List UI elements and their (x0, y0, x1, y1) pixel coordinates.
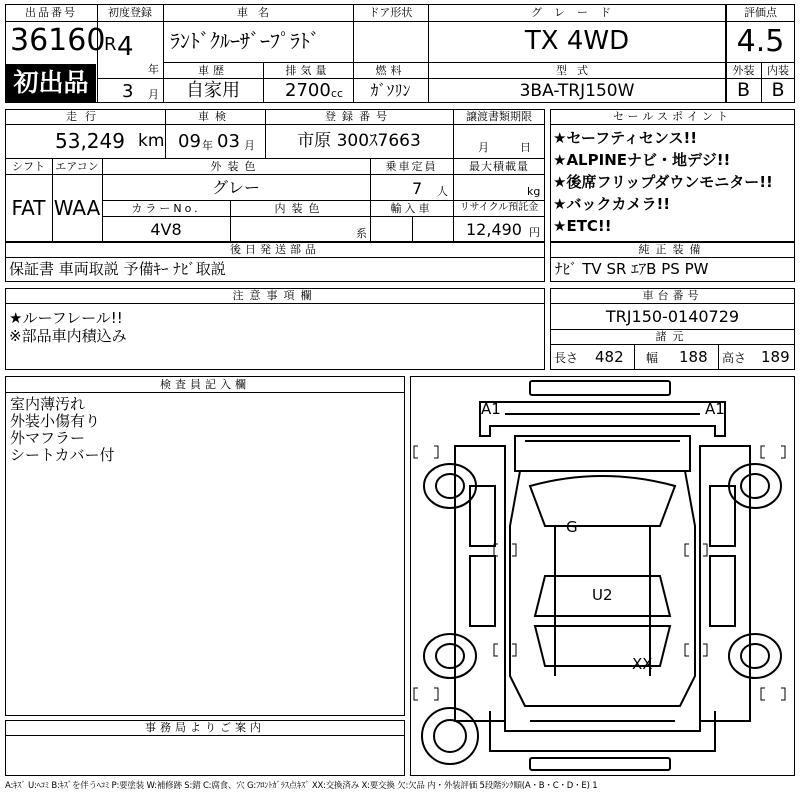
inspection-label: 車検 (198, 110, 232, 123)
width-value: 188 (679, 348, 708, 366)
sales-points-label: セールスポイント (612, 110, 732, 123)
inspector-line: 外マフラー (10, 429, 86, 447)
damage-mark: G (566, 518, 578, 536)
mileage-label: 走行 (66, 110, 104, 123)
width-label: 幅 (646, 351, 659, 365)
inspector-line: シートカバー付 (10, 446, 115, 464)
lot-no-label: 出品番号 (25, 6, 77, 19)
later-parts-label: 後日発送部品 (230, 243, 320, 256)
plate-value: 市原 300ｽ7663 (297, 131, 421, 151)
transfer-day-unit: 日 (520, 141, 531, 154)
max-load-label: 最大積載量 (469, 160, 529, 173)
sales-point-item: ★後席フリップダウンモニター!! (553, 173, 773, 191)
displacement-unit: cc (331, 87, 344, 100)
first-reg-year: 4 (117, 32, 134, 62)
month-unit: 月 (148, 88, 159, 101)
inspection-month: 03 (217, 131, 240, 152)
mileage-value: 53,249 (55, 129, 125, 153)
legend-text: A:ｷｽﾞ U:ﾍｺﾐ B:ｷｽﾞを伴うﾍｺﾐ P:要塗装 W:補修跡 S:錆 C:腐食、穴 G:ﾌﾛﾝﾄｶﾞﾗｽ点ｷｽﾞ XX:交換済み X:要交換 欠:欠品 内・外装評価 5段階ﾗﾝｸ順(A・B・C・D・E) 1 (5, 781, 598, 791)
length-value: 482 (595, 348, 624, 366)
interior-grade: B (771, 79, 785, 101)
color-no-value: 4V8 (150, 220, 182, 239)
interior-label: 内装 (767, 64, 789, 77)
max-load-unit: kg (527, 185, 541, 198)
length-label: 長さ (554, 351, 579, 365)
notes-line: ★ルーフレール!! (9, 309, 123, 327)
exterior-grade: B (736, 79, 751, 101)
fuel-value: ｶﾞｿﾘﾝ (370, 81, 411, 100)
car-name-label: 車名 (237, 6, 279, 19)
later-parts-text: 保証書 車両取説 予備ｷｰ ﾅﾋﾞ取説 (9, 260, 226, 278)
ac-value: WAA (53, 196, 101, 220)
ext-color-value: グレー (211, 178, 260, 197)
shift-label: シフト (12, 160, 45, 173)
sales-point-item: ★バックカメラ!! (553, 195, 671, 213)
year-unit: 年 (148, 63, 159, 76)
score-value: 4.5 (736, 24, 785, 59)
height-label: 高さ (722, 351, 747, 365)
inspector-line: 室内薄汚れ (10, 395, 86, 413)
recycle-label: リサイクル預託金 (459, 202, 539, 213)
car-diagram (410, 376, 795, 776)
ac-label: エアコン (55, 160, 99, 173)
inspector-label: 検査員記入欄 (160, 378, 250, 391)
grade-value: TX 4WD (524, 26, 630, 56)
displacement-label: 排気量 (285, 64, 331, 77)
damage-mark: XX (632, 655, 653, 673)
chassis-label: 車台番号 (642, 289, 703, 302)
sales-point-item: ★セーフティセンス!! (553, 129, 698, 147)
score-label: 評価点 (744, 6, 777, 19)
first-reg-month: 3 (122, 81, 134, 102)
damage-mark: A1 (481, 400, 501, 418)
displacement-value: 2700 (285, 80, 331, 101)
mileage-unit: km (138, 131, 165, 151)
seats-value: 7 (412, 179, 423, 198)
chassis-number: TRJ150-0140729 (605, 307, 740, 326)
inspection-year-unit: 年 (202, 139, 213, 152)
first-reg-label: 初度登録 (108, 6, 152, 19)
recycle-value: 12,490 (466, 220, 522, 239)
lot-no: 36160 (10, 23, 106, 58)
inspection-month-unit: 月 (244, 139, 255, 152)
equipment-text: ﾅﾋﾞ TV SR ｴｱB PS PW (555, 260, 709, 278)
grade-label: グレード (531, 6, 623, 19)
int-color-label: 内装色 (274, 202, 326, 215)
ext-color-label: 外装色 (210, 160, 262, 173)
shift-value: FAT (11, 196, 46, 220)
plate-label: 登録番号 (325, 110, 393, 123)
sales-point-item: ★ETC!! (553, 217, 612, 235)
inspector-line: 外装小傷有り (10, 412, 101, 430)
import-label: 輸入車 (390, 202, 433, 215)
office-label: 事務局よりご案内 (145, 721, 265, 734)
int-color-unit: 系 (356, 227, 367, 240)
inspection-year: 09 (178, 131, 201, 152)
notes-line: ※部品車内積込み (9, 327, 127, 345)
history-label: 車歴 (198, 64, 228, 77)
dims-label: 諸元 (655, 330, 690, 343)
first-listing-text: 初出品 (13, 68, 89, 97)
transfer-month-unit: 月 (478, 141, 489, 154)
fuel-label: 燃料 (375, 64, 406, 77)
damage-mark: U2 (592, 586, 613, 604)
equipment-label: 純正装備 (638, 243, 707, 256)
door-label: ドア形状 (368, 6, 413, 19)
height-value: 189 (761, 348, 790, 366)
sales-point-item: ★ALPINEナビ・地デジ!! (553, 151, 731, 169)
transfer-label: 譲渡書類期限 (466, 110, 532, 123)
recycle-unit: 円 (529, 226, 540, 239)
notes-label: 注意事項欄 (232, 289, 318, 302)
history-value: 自家用 (186, 80, 240, 101)
seats-label: 乗車定員 (385, 160, 438, 173)
model-label: 型式 (556, 64, 598, 77)
exterior-label: 外装 (732, 64, 755, 77)
car-name: ﾗﾝﾄﾞｸﾙｰｻﾞｰﾌﾟﾗﾄﾞ (170, 29, 320, 53)
damage-mark: A1 (705, 400, 725, 418)
seats-unit: 人 (437, 185, 448, 198)
color-no-label: カラーNo. (131, 202, 201, 215)
model-value: 3BA-TRJ150W (519, 81, 635, 101)
era: R (104, 34, 117, 55)
